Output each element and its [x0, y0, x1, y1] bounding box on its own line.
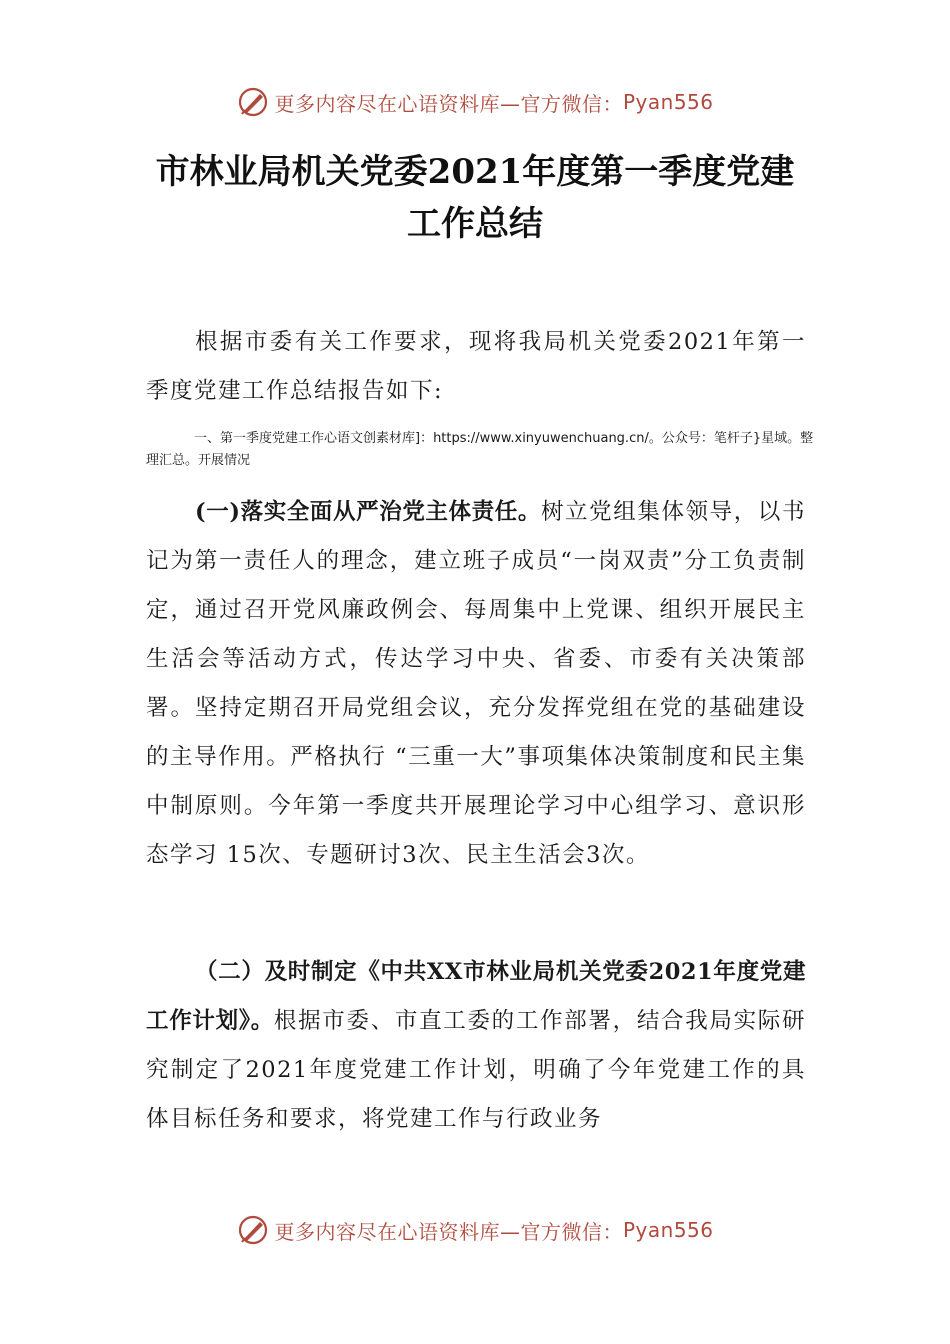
- section-2-heading: （二）及时制定《中共XX市林业局机关党委2021年度党建工作计划》。: [146, 959, 806, 1034]
- section-1-paragraph: [146, 488, 806, 880]
- intro-paragraph: 根据市委有关工作要求，现将我局机关党委2021年第一季度党建工作总结报告如下:: [146, 329, 806, 404]
- section-2-paragraph: [146, 948, 806, 1144]
- title-line-2: 工作总结: [407, 204, 543, 244]
- section-1-heading: (一)落实全面从严治党主体责任。: [195, 499, 541, 525]
- source-note: [146, 428, 816, 472]
- document-title: [100, 146, 850, 250]
- source-note-text: 一、第一季度党建工作心语文创素材库]：https://www.xinyuwenchuang.cn/。公众号：笔杆子}星域。整理汇总。开展情况: [146, 431, 814, 468]
- banner-text: 更多内容尽在心语资料库—官方微信：: [274, 91, 623, 116]
- section-1-body: 树立党组集体领导，以书记为第一责任人的理念，建立班子成员“一岗双责”分工负责制定，通过召开党风廉政例会、每周集中上党课、组织开展民主生活会等活动方式，传达学习中央、省委、市委有关决策部署。坚持定期召开局党组会议，充分发挥党组在党的基础建设的主导作用。严格执行 “三重一大”事项集体决策制度和民主集中制原则。今年第一季度共开展理论学习中心组学习、意识形态学习 15次、专题研讨3次、民主生活会3次。: [146, 499, 806, 868]
- footer-watermark-banner: [0, 1210, 950, 1250]
- banner-wechat-id: Pyan556: [622, 1218, 714, 1242]
- banner-wechat-id: Pyan556: [622, 90, 714, 114]
- section-2-body: 根据市委、市直工委的工作部署，结合我局实际研究制定了2021年度党建工作计划，明确了今年党建工作的具体目标任务和要求，将党建工作与行政业务: [146, 1008, 806, 1132]
- banner-text: 更多内容尽在心语资料库—官方微信：: [274, 1219, 623, 1244]
- quill-logo-icon: [236, 85, 270, 119]
- quill-logo-icon: [236, 1213, 270, 1247]
- title-line-1: 市林业局机关党委2021年度第一季度党建: [155, 152, 795, 192]
- header-watermark-banner: [0, 82, 950, 122]
